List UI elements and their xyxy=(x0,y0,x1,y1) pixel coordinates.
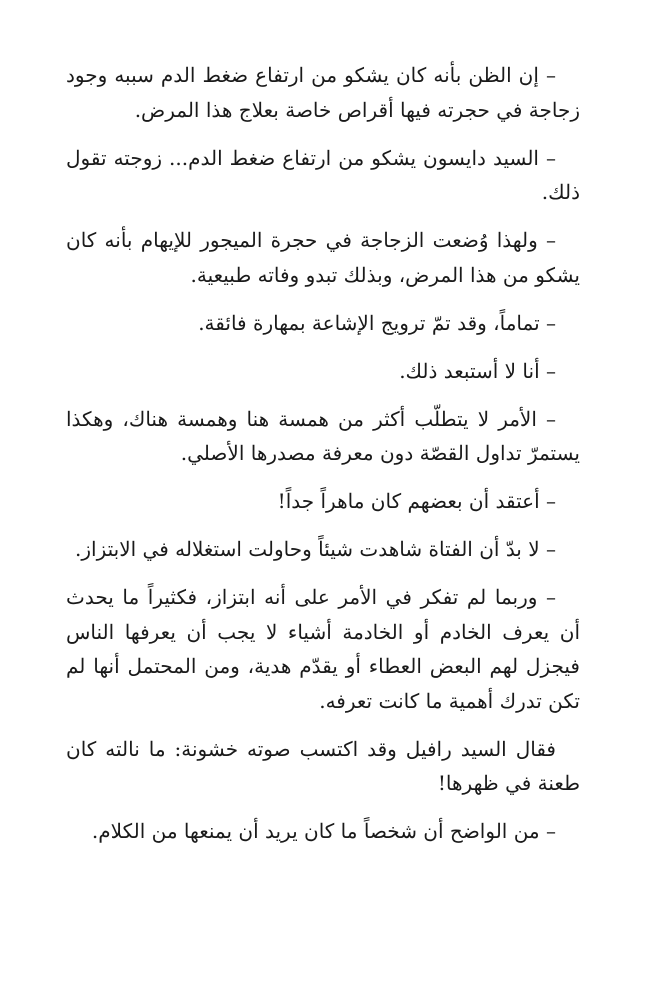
paragraph: – تماماً، وقد تمّ ترويج الإشاعة بمهارة فائقة. xyxy=(198,310,556,335)
book-page xyxy=(66,58,580,862)
paragraph: – السيد دايسون يشكو من ارتفاع ضغط الدم... زوجته تقول ذلك. xyxy=(66,145,580,204)
paragraph: فقال السيد رافيل وقد اكتسب صوته خشونة: ما نالته كان طعنة في ظهرها! xyxy=(66,736,580,795)
paragraph: – أنا لا أستبعد ذلك. xyxy=(399,358,556,383)
paragraph: – من الواضح أن شخصاً ما كان يريد أن يمنعها من الكلام. xyxy=(91,819,556,843)
paragraph: – وربما لم تفكر في الأمر على أنه ابتزاز، فكثيراً ما يحدث أن يعرف الخادم أو الخادمة أشياء لا يجب أن يعرفها الناس فيجزل لهم البعض العطاء أو يقدّم هدية، ومن المحتمل أنها لم تكن تدرك أهمية ما كانت تعرفه. xyxy=(66,585,580,713)
paragraph: – الأمر لا يتطلّب أكثر من همسة هنا وهمسة هناك، وهكذا يستمرّ تداول القصّة دون معرفة مصدرها الأصلي. xyxy=(66,406,580,465)
paragraph: – إن الظن بأنه كان يشكو من ارتفاع ضغط الدم سببه وجود زجاجة في حجرته فيها أقراص خاصة بعلاج هذا المرض. xyxy=(66,63,580,122)
paragraph: – أعتقد أن بعضهم كان ماهراً جداً! xyxy=(277,489,556,513)
paragraph: – لا بدّ أن الفتاة شاهدت شيئاً وحاولت استغلاله في الابتزاز. xyxy=(75,537,556,561)
paragraph: – ولهذا وُضعت الزجاجة في حجرة الميجور للإيهام بأنه كان يشكو من هذا المرض، وبذلك تبدو وفاته طبيعية. xyxy=(66,228,580,287)
